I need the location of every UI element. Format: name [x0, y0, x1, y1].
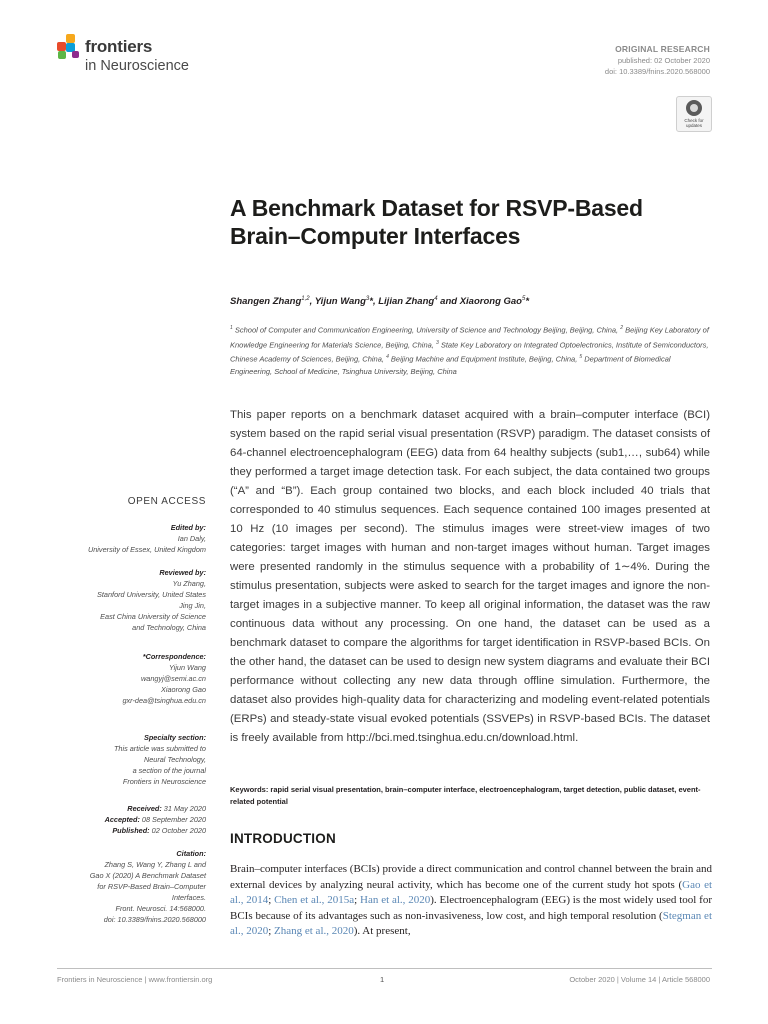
citation-line: Zhang S, Wang Y, Zhang L and — [104, 860, 206, 869]
affiliation-text: State Key Laboratory on Integrated Optoelectronics, Institute of Semiconductors, Chinese Academy of Sciences, Beijing, China, — [230, 340, 709, 364]
logo-square-green — [58, 51, 66, 59]
reviewer-line: Stanford University, United States — [97, 590, 206, 599]
paragraph-text: Brain–computer interfaces (BCIs) provide a direct communication and control channel between the brain and external devices by analyzing neural activity, which has become one of the current study hot spots ( — [230, 863, 712, 891]
logo-square-red — [57, 42, 66, 51]
corresponding-author-mark: * — [525, 296, 530, 308]
citation-link[interactable]: Chen et al., 2015a — [274, 894, 355, 907]
author-name[interactable]: Lijian Zhang — [378, 296, 435, 308]
editor-name: Ian Daly, — [177, 534, 206, 543]
affiliation-number: 5 — [579, 354, 583, 360]
citation-link[interactable]: Zhang et al., 2020 — [274, 925, 354, 938]
paragraph-text: ; — [268, 894, 275, 907]
received-date — [58, 803, 206, 814]
citation-link[interactable]: Gao et al., 2014 — [230, 878, 713, 907]
specialty-line: Neural Technology, — [143, 755, 206, 764]
published-date: published: 02 October 2020 — [617, 56, 710, 65]
correspondent-name: Yijun Wang — [168, 663, 206, 672]
article-type: ORIGINAL RESEARCH — [615, 44, 710, 54]
correspondent-name: Xiaorong Gao — [160, 685, 206, 694]
paragraph-text: ; — [354, 894, 361, 907]
citation-line: Interfaces. — [171, 893, 206, 902]
edited-by-heading: Edited by: — [170, 523, 206, 532]
published-label: Published: — [112, 826, 150, 835]
affiliation-text: Beijing Key Laboratory of Knowledge Engineering for Materials Science, Beijing, China, — [230, 325, 709, 349]
check-for-updates-icon — [686, 100, 702, 116]
accepted-label: Accepted: — [104, 815, 140, 824]
affiliations — [230, 322, 714, 378]
specialty-heading: Specialty section: — [143, 733, 206, 742]
edited-by-section — [58, 522, 206, 555]
affiliation-number: 4 — [386, 354, 389, 360]
specialty-section — [58, 732, 206, 787]
author-affiliation-marker: 4 — [434, 296, 438, 302]
author-affiliation-marker: 1,2 — [301, 296, 310, 302]
reviewed-by-heading: Reviewed by: — [159, 568, 206, 577]
logo-square-purple — [72, 51, 79, 58]
logo-word-journal: in Neuroscience — [85, 58, 189, 74]
author-name[interactable]: Yijun Wang — [314, 296, 366, 308]
corresponding-author-mark: * — [369, 296, 373, 308]
frontiers-logo-icon — [57, 34, 81, 60]
specialty-line: Frontiers in Neuroscience — [122, 777, 206, 786]
specialty-line: This article was submitted to — [113, 744, 206, 753]
affiliation-text: Department of Biomedical Engineering, School of Medicine, Tsinghua University, Beijing, China — [230, 354, 671, 376]
affiliation-number: 3 — [435, 339, 439, 346]
logo-word-frontiers: frontiers — [85, 37, 153, 56]
check-for-updates-label: Check for updates — [684, 118, 704, 128]
affiliation-number: 2 — [620, 325, 624, 331]
logo-square-orange — [66, 34, 75, 43]
author-affiliation-marker: 5 — [522, 296, 526, 302]
introduction-paragraph — [230, 862, 712, 940]
paragraph-text: ). At present, — [353, 925, 411, 938]
received-label: Received: — [127, 804, 162, 813]
footer-journal-link[interactable]: Frontiers in Neuroscience | www.frontiersin.org — [57, 975, 213, 984]
keywords: Keywords: rapid serial visual presentation, brain–computer interface, electroencephalogram, target detection, public dataset, event-related potential — [230, 785, 701, 806]
correspondence-heading: *Correspondence: — [142, 652, 206, 661]
citation-line: Front. Neurosci. 14:568000. — [115, 904, 206, 913]
paragraph-text: ). Electroencephalogram (EEG) is the most widely used tool for BCIs because of its advantages such as non-invasiveness, low cost, and high temporal resolution ( — [230, 894, 713, 922]
accepted-value: 08 September 2020 — [139, 815, 206, 824]
reviewed-by-section — [58, 567, 206, 633]
footer-divider — [57, 968, 712, 969]
author-list: Shangen Zhang$^{1,2}$, Yijun Wang$^3$*, Lijian Zhang$^4$ and Xiaorong Gao$^5$* — [230, 296, 530, 308]
citation-section — [58, 848, 206, 925]
affiliation-text: School of Computer and Communication Engineering, University of Science and Technology Beijing, Beijing, China, — [232, 325, 621, 335]
reviewer-line: Yu Zhang, — [172, 579, 206, 588]
author-name[interactable]: Xiaorong Gao — [459, 296, 522, 308]
published-value: 02 October 2020 — [149, 826, 206, 835]
correspondence-section — [58, 651, 206, 706]
introduction-heading: INTRODUCTION — [230, 831, 336, 846]
citation-line: for RSVP-Based Brain–Computer — [97, 882, 206, 891]
correspondent-email[interactable]: gxr-dea@tsinghua.edu.cn — [122, 696, 206, 705]
page-number: 1 — [380, 975, 385, 984]
footer-issue-info: October 2020 | Volume 14 | Article 568000 — [569, 975, 710, 984]
published-date-side — [58, 825, 206, 836]
citation-line: Gao X (2020) A Benchmark Dataset — [89, 871, 206, 880]
paragraph-text: ; — [268, 925, 275, 938]
article-doi[interactable]: doi: 10.3389/fnins.2020.568000 — [604, 67, 710, 76]
reviewer-line: and Technology, China — [132, 623, 206, 632]
editor-affiliation: University of Essex, United Kingdom — [87, 545, 206, 554]
correspondent-email[interactable]: wangyj@semi.ac.cn — [141, 674, 206, 683]
citation-doi[interactable]: doi: 10.3389/fnins.2020.568000 — [103, 915, 206, 924]
citation-link[interactable]: Han et al., 2020 — [360, 894, 431, 907]
journal-logo[interactable] — [57, 34, 227, 78]
citation-link[interactable]: Stegman et al., 2020 — [230, 909, 712, 938]
specialty-line: a section of the journal — [132, 766, 206, 775]
author-name[interactable]: Shangen Zhang — [230, 296, 302, 308]
accepted-date — [58, 814, 206, 825]
dates-section — [58, 803, 206, 836]
article-title: A Benchmark Dataset for RSVP-Based Brain–Computer Interfaces — [230, 195, 643, 249]
reviewer-line: East China University of Science — [100, 612, 206, 621]
open-access-label: OPEN ACCESS — [127, 496, 206, 507]
abstract-text: This paper reports on a benchmark dataset acquired with a brain–computer interface (BCI) system based on the rapid serial visual presentation (RSVP) paradigm. The dataset consists of 64-channel electroencephalogram (EEG) data from 64 healthy subjects (sub1,…, sub64) while they performed a target image detection task. For each subject, the data contained two groups (“A” and “B”). Each group contained two blocks, and each block included 40 trials that corresponded to 40 stimulus sequences. Each sequence contained 100 images presented at 10 Hz (10 images per second). The stimulus images were street-view images of two categories: target images with human and non-target images without human. Target images were presented randomly in the stimulus sequence with a probability of 1∼4%. During the stimulus presentation, subjects were asked to search for the target images and ignore the non-target images in a subjective manner. To keep all original information, the dataset was the raw continuous data without any processing. On one hand, the dataset can be used as a benchmark dataset to compare the algorithms for target identification in RSVP-based BCIs. On the other hand, the dataset can be used to design new system diagrams and evaluate their BCI performance without collecting any new data through offline simulation. Furthermore, the dataset also provides high-quality data for characterizing and modeling event-related potentials (ERPs) and steady-state visual evoked potentials (SSVEPs) in RSVP-based BCIs. The dataset is freely available from http://bci.med.tsinghua.edu.cn/download.html. — [230, 409, 710, 744]
received-value: 31 May 2020 — [161, 804, 206, 813]
check-for-updates-button[interactable] — [676, 96, 712, 132]
citation-heading: Citation: — [176, 849, 206, 858]
affiliation-text: Beijing Machine and Equipment Institute, Beijing, China, — [388, 354, 580, 364]
affiliation-number: 1 — [230, 325, 233, 331]
author-affiliation-marker: 3 — [365, 296, 370, 302]
reviewer-line: Jing Jin, — [179, 601, 206, 610]
